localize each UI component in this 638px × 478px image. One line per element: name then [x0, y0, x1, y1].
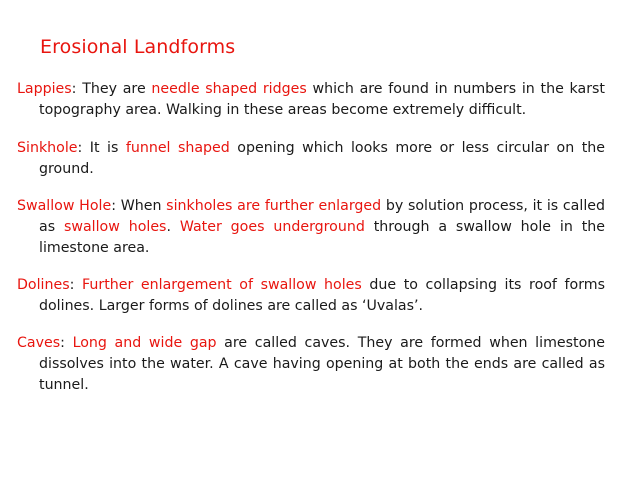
- body-text: by solution process, it is called as: [39, 198, 605, 235]
- highlight-text: Further enlargement of swallow holes: [82, 277, 362, 293]
- paragraph-caves: [17, 333, 605, 396]
- highlight-text: sinkholes are further enlarged: [166, 198, 382, 214]
- body-text: are called caves. They are formed when limestone dissolves into the water. A cave having opening at both the ends are called as tunnel.: [39, 335, 605, 393]
- highlight-text: swallow holes: [63, 219, 167, 235]
- body-text: which are found in numbers in the karst topography area. Walking in these areas become extremely difficult.: [39, 81, 605, 118]
- body-text: through a swallow hole in the limestone area.: [39, 219, 605, 256]
- highlight-text: funnel shaped: [125, 140, 230, 156]
- highlight-text: Long and wide gap: [72, 335, 217, 351]
- highlight-text: Water goes underground: [179, 219, 365, 235]
- term-separator: :: [69, 277, 82, 293]
- term-separator: :: [60, 335, 73, 351]
- paragraph-dolines: [17, 275, 605, 317]
- body-text: It is: [89, 140, 126, 156]
- term-separator: :: [77, 140, 90, 156]
- term-swallow-hole: Swallow Hole: [17, 198, 112, 214]
- term-sinkhole: Sinkhole: [17, 140, 78, 156]
- paragraph-lappies: [17, 79, 605, 121]
- paragraph-swallow-hole: [17, 196, 605, 259]
- term-caves: Caves: [17, 335, 61, 351]
- slide-title: Erosional Landforms: [40, 36, 236, 58]
- highlight-text: needle shaped ridges: [151, 81, 307, 97]
- body-text: .: [166, 219, 180, 235]
- body-text: opening which looks more or less circular on the ground.: [39, 140, 605, 177]
- term-separator: :: [71, 81, 83, 97]
- paragraph-sinkhole: [17, 138, 605, 180]
- body-text: They are: [82, 81, 152, 97]
- term-dolines: Dolines: [17, 277, 70, 293]
- body-text: When: [120, 198, 167, 214]
- body-text: due to collapsing its roof forms dolines. Larger forms of dolines are called as ‘Uvalas’.: [39, 277, 605, 314]
- term-lappies: Lappies: [17, 81, 72, 97]
- term-separator: :: [111, 198, 121, 214]
